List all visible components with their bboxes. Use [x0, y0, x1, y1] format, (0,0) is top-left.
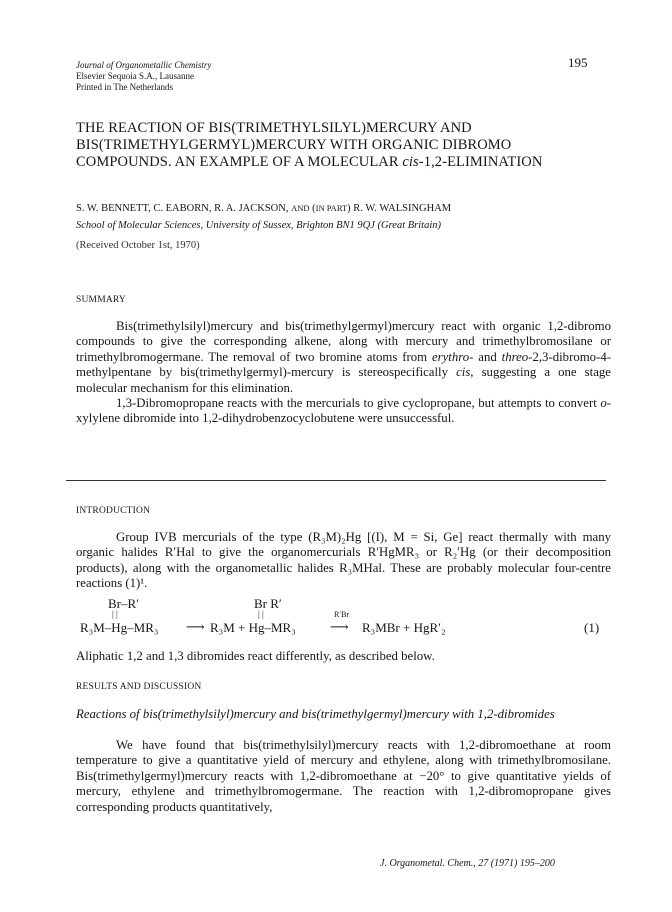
affiliation: School of Molecular Sciences, University of Sussex, Brighton BN1 9QJ (Great Britain): [76, 220, 441, 231]
summary-text: [76, 319, 611, 427]
authors: S. W. BENNETT, C. EABORN, R. A. JACKSON, AND (IN PART) R. W. WALSINGHAM: [76, 203, 452, 214]
page-number: 195: [568, 55, 588, 70]
eq-top-right: Br R′: [254, 596, 282, 611]
introduction-text: [76, 530, 611, 592]
eq-reactant: R₃M–Hg–MR₃: [80, 620, 159, 635]
introduction-paragraph: Group IVB mercurials of the type (R₃M)₂Hg [(I), M = Si, Ge] react thermally with many organic halides R′Hal to give the organomercurials R′HgMR₃ or R₂′Hg (or their decomposition products), along with the organometallic halides R₃MHal. These are probably molecular four-centre reactions (1)¹.: [76, 530, 611, 591]
results-paragraph: We have found that bis(trimethylsilyl)mercury reacts with 1,2-dibromoethane at room temperature to give a quantitative yield of mercury and ethylene, along with trimethylbromosilane. Bis(trimethylgermyl)mercury reacts with 1,2-dibromoethane at −20° to give quantitative yields of mercury, ethylene and trimethylbromogermane. The reaction with 1,2-dibromopropane gives corresponding products quantitatively,: [76, 738, 611, 814]
eq-bonds-left: | |: [112, 609, 118, 619]
summary-paragraph-2: 1,3-Dibromopropane reacts with the mercurials to give cyclopropane, but attempts to convert o-xylylene dibromide into 1,2-dihydrobenzocyclobutene were unsuccessful.: [76, 396, 611, 426]
equation-1: [76, 596, 611, 646]
section-divider: [66, 480, 606, 481]
journal-citation: J. Organometal. Chem., 27 (1971) 195–200: [380, 858, 555, 869]
printed-in: Printed in The Netherlands: [76, 82, 174, 92]
eq-arrow-2: ⟶: [330, 619, 349, 634]
results-subheading: Reactions of bis(trimethylsilyl)mercury and bis(trimethylgermyl)mercury with 1,2-dibromides: [76, 707, 555, 721]
introduction-heading: INTRODUCTION: [76, 506, 151, 516]
article-title: [76, 120, 616, 171]
results-text: [76, 738, 611, 815]
summary-paragraph-1: Bis(trimethylsilyl)mercury and bis(trimethylgermyl)mercury react with organic 1,2-dibromo compounds to give the corresponding alkene, along with mercury and trimethylbromosilane or trimethylbromogermane. The removal of two bromine atoms from erythro- and threo-2,3-dibromo-4-methylpentane by bis(trimethylgermyl)-mercury is stereospecifically cis, suggesting a one stage molecular mechanism for this elimination.: [76, 319, 611, 395]
title-line-1: THE REACTION OF BIS(TRIMETHYLSILYL)MERCURY AND: [76, 120, 472, 136]
journal-header: [76, 60, 376, 93]
eq-top-left: Br–R′: [108, 596, 140, 611]
summary-heading: SUMMARY: [76, 295, 126, 305]
results-heading: RESULTS AND DISCUSSION: [76, 682, 202, 692]
eq-intermediate: R₃M + Hg–MR₃: [210, 620, 296, 635]
received-date: (Received October 1st, 1970): [76, 240, 200, 251]
eq-bonds-right: | |: [258, 609, 264, 619]
title-line-2: BIS(TRIMETHYLGERMYL)MERCURY WITH ORGANIC DIBROMO: [76, 137, 512, 153]
publisher: Elsevier Sequoia S.A., Lausanne: [76, 71, 194, 81]
eq-arrow-1: ⟶: [186, 619, 205, 634]
eq-number: (1): [584, 620, 600, 635]
title-line-3: COMPOUNDS. AN EXAMPLE OF A MOLECULAR cis-1,2-ELIMINATION: [76, 154, 543, 170]
eq-condition: R′Br: [334, 610, 350, 619]
aliphatic-sentence: Aliphatic 1,2 and 1,3 dibromides react differently, as described below.: [76, 649, 435, 663]
eq-product: R₃MBr + HgR′₂: [362, 620, 446, 635]
journal-name: Journal of Organometallic Chemistry: [76, 60, 212, 70]
